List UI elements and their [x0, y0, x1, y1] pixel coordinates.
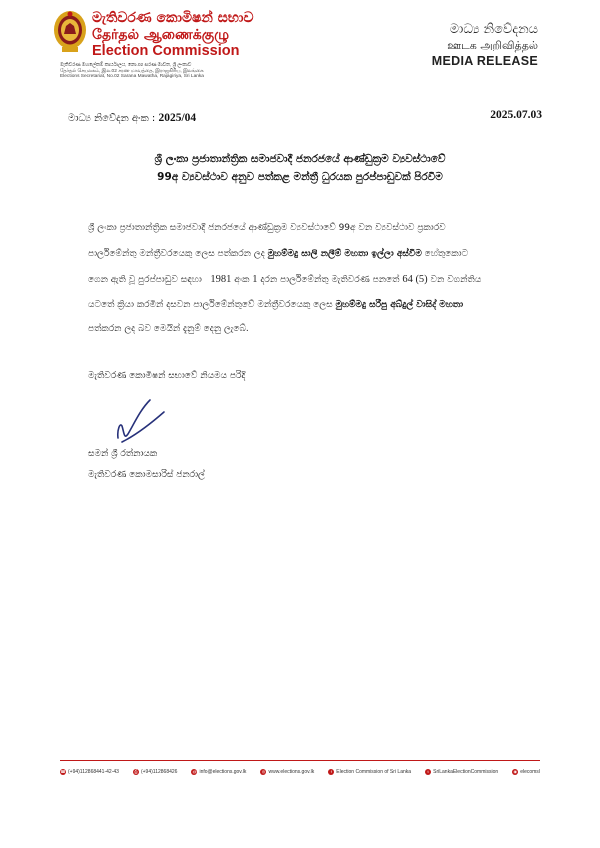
footer-facebook — [328, 769, 411, 775]
body-text: දරන පාර්ලිමේන්තු මැතිවරණ පනතේ — [257, 275, 403, 285]
title-line-2: 99අ ව්‍යවස්ථාව අනුව පත්කළ මන්ත්‍රී ධුරයක පුරප්පාඩුවක් පිරවීම — [157, 171, 443, 183]
body-line-2 — [88, 249, 468, 259]
footer-email — [191, 769, 246, 775]
body-line-3 — [88, 274, 481, 285]
footer-text: info@elections.gov.lk — [199, 769, 247, 775]
media-release-english: MEDIA RELEASE — [431, 54, 538, 68]
footer-text: Election Commission of Sri Lanka — [336, 769, 412, 775]
section-number: 64 (5) — [402, 274, 428, 285]
release-reference — [68, 112, 196, 124]
body-line-5: පත්කරන ලද බව මෙයින් දැනුම් දෙනු ලැබේ. — [88, 324, 249, 334]
footer-instagram — [512, 769, 540, 775]
footer-fax — [133, 769, 177, 775]
body-text: පාර්ලිමේන්තු මන්ත්‍රීවරයෙකු ලෙස පත්කරන ලද — [88, 249, 268, 259]
body-text: අංක — [231, 275, 253, 285]
signature-icon — [108, 392, 168, 448]
web-icon: ◎ — [261, 769, 266, 774]
org-name-tamil: தேர்தல் ஆணைக்குழு — [92, 27, 230, 43]
act-number: 1 — [252, 274, 258, 285]
act-year: 1981 — [210, 274, 232, 285]
phone-icon: ☎ — [60, 769, 66, 774]
body-text: හේතුකොට — [421, 249, 469, 259]
footer-text: (+94)112868426 — [140, 769, 178, 775]
title-line-1: ශ්‍රී ලංකා ප්‍රජාතාන්ත්‍රික සමාජවාදී ජනරජයේ ආණ්ඩුක්‍රම ව්‍යවස්ථාවේ — [154, 153, 446, 165]
org-name-sinhala: මැතිවරණ කොමිෂන් සභාව — [92, 10, 254, 26]
facebook-icon: f — [328, 769, 334, 775]
signer-title: මැතිවරණ කොමසාරිස් ජනරාල් — [88, 470, 205, 480]
footer-text: www.elections.gov.lk — [268, 769, 315, 775]
org-name-english: Election Commission — [92, 43, 240, 59]
media-release-tamil: ஊடக அறிவித்தல் — [447, 39, 538, 52]
footer-text: elecomsl — [520, 769, 540, 775]
footer-web — [260, 769, 314, 775]
body-text: යටතේ ක්‍රියා කරමින් දසවන පාර්ලිමේන්තුවේ මන්ත්‍රීවරයෙකු ලෙස — [88, 300, 336, 310]
appointed-member-name: මුහම්මදු සරීපු අබ්දුල් වාසිද් මහතා — [335, 300, 464, 310]
body-text: ගෙන ඇති වූ පුරප්පාඩුව සඳහා — [88, 275, 202, 285]
sri-lanka-emblem-icon — [52, 8, 88, 54]
resigned-member-name: මුහම්මදු සාලි නලීම් මහතා ඉල්ලා අස්වීම — [267, 249, 422, 259]
footer-twitter — [425, 769, 498, 775]
media-release-sinhala: මාධ්‍ය නිවේදනය — [449, 22, 538, 37]
address-english: Elections Secretariat, No.02 Sarana Mawatha, Rajagiriya, Sri Lanka — [60, 74, 204, 79]
release-date: 2025.07.03 — [490, 109, 542, 121]
address-sinhala: මැතිවරණ මහලේකම් කාර්යාලය, නො.02 සරණ මාවත, ශ්‍රී ලංකාව — [60, 63, 192, 68]
signer-name: සමන් ශ්‍රී රත්නායක — [88, 449, 158, 459]
footer-phone — [60, 769, 119, 775]
reference-label: මාධ්‍ය නිවේදන අංක : — [68, 113, 156, 124]
fax-icon: ⎙ — [134, 769, 138, 774]
email-icon: @ — [192, 769, 197, 774]
instagram-icon: ◉ — [513, 769, 517, 774]
body-text: වන වගන්තිය — [427, 275, 482, 285]
closing-line: මැතිවරණ කොමිෂන් සභාවේ නියමය පරිදි — [88, 371, 246, 381]
body-line-1: ශ්‍රී ලංකා ප්‍රජාතාන්ත්‍රික සමාජවාදී ජනරජයේ ආණ්ඩුක්‍රම ව්‍යවස්ථාවේ 99අ වන ව්‍යවස්ථාව ප්‍රකාරව — [88, 223, 446, 233]
body-line-4 — [88, 300, 463, 310]
reference-number: 2025/04 — [158, 112, 197, 124]
footer-text: SriLankaElectionCommission — [433, 769, 499, 775]
footer-contacts — [60, 766, 540, 778]
footer-text: (+94)112868441-42-43 — [68, 769, 119, 775]
address-tamil: தேர்தல் செயலகம், இல.02 சரண மாவத்தை, இராஜகிரிய, இலங்கை — [60, 69, 204, 74]
twitter-icon: t — [425, 769, 431, 775]
footer-divider — [60, 760, 540, 761]
